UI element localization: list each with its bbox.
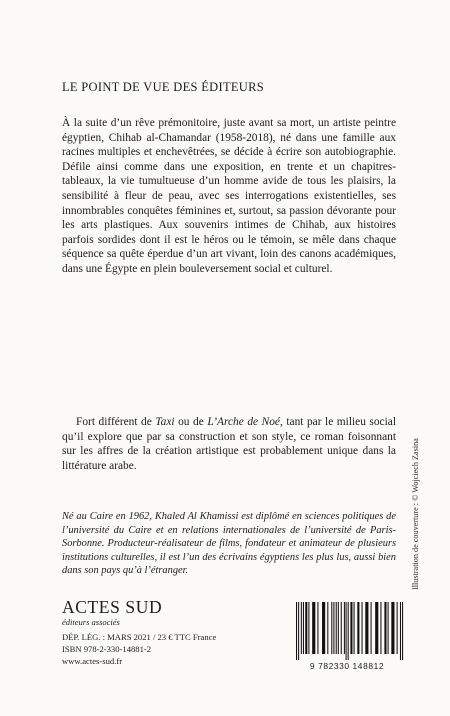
summary-paragraph: À la suite d’un rêve prémonitoire, juste avant sa mort, un artiste peintre égyptien, Chihab al-Chamandar (1958-2018), né dans une famille aux racines multiples et enchevêtrées, se décide à écrire son autobiographie. Défile ainsi comme dans une exposition, en trente et un chapitres-tableaux, la vie tumultueuse d’un homme avide de tous les plaisirs, la sensibilité à fleur de peau, avec ses interrogations existentielles, ses innombrables conquêtes féminines et, surtout, sa passion dévorante pour les arts plastiques. Aux souvenirs intimes de Chihab, aux histoires parfois sordides dont il est le héros ou le témoin, se mêle dans chaque séquence sa quête éperdue d’un art vivant, loin des canons académiques, dans une Égypte en plein bouleversement social et culturel. <box>62 117 396 275</box>
publisher-logo: ACTES SUD <box>62 597 163 617</box>
paragraph-text: , tant par le milieu social qu’il explore que par sa construction et son style, ce roman foisonnant sur les affres de la création artistique est probablement unique dans la littérature arabe. <box>62 416 396 472</box>
publisher-website: www.actes-sud.fr <box>62 656 123 666</box>
barcode-bar <box>380 602 381 654</box>
publisher-tagline: éditeurs associés <box>62 617 120 627</box>
author-bio: Né au Caire en 1962, Khaled Al Khamissi est diplômé en sciences politiques de l’université du Caire et en relations internationales de l’université de Paris-Sorbonne. Producteur-réalisateur de films, fondateur et animateur de plusieurs institutions culturelles, il est l’un des écrivains égyptiens les plus lus, aussi bien dans son pays qu’à l’étranger. <box>62 511 396 577</box>
barcode-bar <box>331 602 332 654</box>
barcode-bar <box>308 602 309 654</box>
paragraph-text: Fort différent de <box>76 416 156 428</box>
barcode-bar <box>365 602 368 654</box>
barcode-bar <box>375 602 378 654</box>
barcode-bar <box>317 602 318 654</box>
book-title-arche: L’Arche de Noé <box>207 416 280 428</box>
publisher-block <box>62 598 242 667</box>
barcode-bar <box>327 602 328 654</box>
barcode-bar <box>350 602 352 654</box>
barcode-bar <box>303 602 304 654</box>
book-title-taxi: Taxi <box>155 416 175 428</box>
barcode-bar <box>371 602 372 654</box>
barcode-bar <box>357 602 359 654</box>
barcode <box>290 602 404 672</box>
barcode-bar <box>336 602 337 654</box>
barcode-bar <box>348 602 349 660</box>
paragraph-text: ou de <box>174 416 208 428</box>
isbn: ISBN 978-2-330-14881-2 <box>62 644 152 654</box>
barcode-bar <box>322 602 325 654</box>
barcode-bar <box>391 602 394 654</box>
barcode-bar <box>305 602 307 654</box>
barcode-bar <box>333 602 334 654</box>
legal-deposit: DÉP. LÉG. : MARS 2021 / 23 € TTC France <box>62 632 217 642</box>
barcode-bar <box>402 602 403 660</box>
barcode-bar <box>296 602 297 660</box>
barcode-bar <box>298 602 299 660</box>
barcode-bar <box>341 602 342 654</box>
barcode-bar <box>344 602 345 654</box>
barcode-bars <box>290 602 404 660</box>
barcode-bar <box>338 602 339 654</box>
barcode-bar <box>384 602 386 654</box>
barcode-bar <box>301 602 302 654</box>
barcode-bar <box>354 602 355 654</box>
barcode-number: 9 782330 148812 <box>309 661 385 671</box>
comparison-paragraph <box>62 415 396 473</box>
section-title: LE POINT DE VUE DES ÉDITEURS <box>62 80 265 94</box>
barcode-bar <box>362 602 363 654</box>
barcode-bar <box>312 602 315 654</box>
cover-credit: Illustration de couverture : © Wojciech Zasina <box>411 438 420 590</box>
barcode-bar <box>346 602 347 660</box>
barcode-bar <box>400 602 401 660</box>
barcode-bar <box>388 602 389 654</box>
barcode-bar <box>397 602 398 654</box>
